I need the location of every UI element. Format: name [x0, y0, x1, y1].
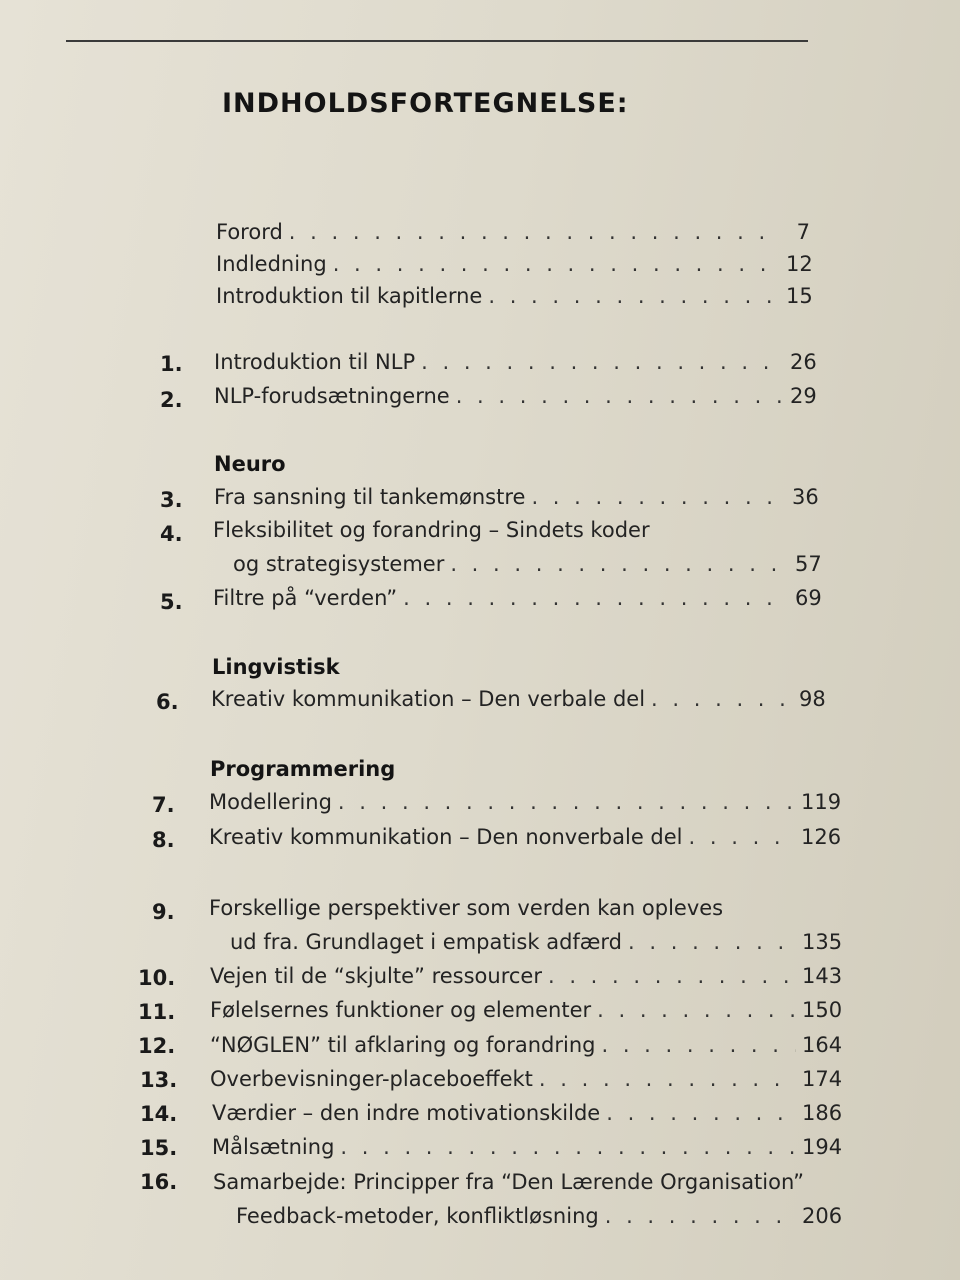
- chapter-number: 7.: [152, 793, 175, 817]
- chapter-number: 1.: [160, 352, 183, 376]
- section-heading-programmering: Programmering: [210, 757, 396, 781]
- toc-entry-label: “NØGLEN” til afklaring og forandring: [210, 1033, 596, 1057]
- leader-dots: [601, 1033, 796, 1057]
- toc-entry-chapter-8: [209, 825, 842, 849]
- leader-dots: [421, 350, 784, 374]
- toc-entry-chapter-12: [210, 1033, 843, 1057]
- toc-entry-chapter-1: [214, 350, 817, 374]
- leader-dots: [488, 284, 780, 308]
- leader-dots: [597, 998, 796, 1022]
- toc-entry-chapter-4-line1: Fleksibilitet og forandring – Sindets koder: [213, 518, 650, 542]
- toc-entry-introduktion-kapitler: [216, 284, 813, 308]
- chapter-number: 9.: [152, 900, 175, 924]
- chapter-number: 2.: [160, 388, 183, 412]
- chapter-number: 5.: [160, 590, 183, 614]
- chapter-number: 14.: [140, 1102, 178, 1126]
- leader-dots: [289, 220, 780, 244]
- toc-entry-label: Filtre på “verden”: [213, 586, 398, 610]
- toc-page-number: 36: [792, 485, 819, 509]
- chapter-number: 13.: [140, 1068, 178, 1092]
- toc-entry-label: Modellering: [209, 790, 332, 814]
- toc-page-number: 164: [802, 1033, 843, 1057]
- page-title: INDHOLDSFORTEGNELSE:: [222, 88, 629, 119]
- toc-entry-chapter-14: [212, 1101, 843, 1125]
- leader-dots: [340, 1135, 796, 1159]
- toc-entry-label: Forord: [216, 220, 283, 244]
- toc-page-number: 126: [801, 825, 842, 849]
- section-heading-neuro: Neuro: [214, 452, 286, 476]
- toc-entry-forord: [216, 220, 810, 244]
- toc-entry-chapter-16: [236, 1204, 843, 1228]
- leader-dots: [333, 252, 780, 276]
- chapter-number: 6.: [156, 690, 179, 714]
- chapter-number: 8.: [152, 828, 175, 852]
- chapter-number: 11.: [138, 1000, 176, 1024]
- toc-page-number: 69: [795, 586, 822, 610]
- toc-entry-label: Værdier – den indre motivationskilde: [212, 1101, 601, 1125]
- toc-entry-label: Introduktion til NLP: [214, 350, 416, 374]
- toc-entry-chapter-15: [212, 1135, 843, 1159]
- toc-page-number: 135: [802, 930, 843, 954]
- section-heading-lingvistisk: Lingvistisk: [212, 655, 340, 679]
- toc-entry-chapter-7: [209, 790, 842, 814]
- toc-page-number: 98: [799, 687, 826, 711]
- toc-entry-label: Målsætning: [212, 1135, 335, 1159]
- toc-page-number: 7: [796, 220, 810, 244]
- header-rule: [66, 40, 808, 42]
- toc-entry-chapter-5: [213, 586, 822, 610]
- toc-page-number: 186: [802, 1101, 843, 1125]
- toc-entry-chapter-3: [214, 485, 819, 509]
- toc-entry-label: Overbevisninger-placeboeffekt: [210, 1067, 533, 1091]
- toc-page-number: 119: [801, 790, 842, 814]
- leader-dots: [539, 1067, 796, 1091]
- toc-entry-chapter-4: [233, 552, 822, 576]
- toc-entry-chapter-9: [230, 930, 843, 954]
- toc-entry-chapter-6: [211, 687, 826, 711]
- leader-dots: [456, 384, 784, 408]
- toc-entry-label: ud fra. Grundlaget i empatisk adfærd: [230, 930, 623, 954]
- toc-entry-indledning: [216, 252, 813, 276]
- toc-entry-label: Feedback-metoder, konfliktløsning: [236, 1204, 599, 1228]
- toc-page-number: 15: [786, 284, 813, 308]
- chapter-number: 10.: [138, 966, 176, 990]
- chapter-number: 15.: [140, 1136, 178, 1160]
- toc-entry-label: og strategisystemer: [233, 552, 445, 576]
- leader-dots: [338, 790, 795, 814]
- leader-dots: [689, 825, 795, 849]
- chapter-number: 16.: [140, 1170, 178, 1194]
- leader-dots: [403, 586, 789, 610]
- chapter-number: 3.: [160, 488, 183, 512]
- leader-dots: [531, 485, 786, 509]
- toc-page-number: 12: [786, 252, 813, 276]
- toc-page-number: 57: [795, 552, 822, 576]
- toc-entry-chapter-13: [210, 1067, 843, 1091]
- leader-dots: [450, 552, 789, 576]
- leader-dots: [606, 1101, 796, 1125]
- toc-entry-label: Indledning: [216, 252, 327, 276]
- toc-entry-label: Vejen til de “skjulte” ressourcer: [210, 964, 542, 988]
- leader-dots: [651, 687, 793, 711]
- toc-entry-chapter-11: [210, 998, 843, 1022]
- leader-dots: [548, 964, 796, 988]
- toc-entry-chapter-2: [214, 384, 817, 408]
- toc-entry-label: Introduktion til kapitlerne: [216, 284, 483, 308]
- toc-entry-label: Følelsernes funktioner og elementer: [210, 998, 592, 1022]
- toc-page-number: 194: [802, 1135, 843, 1159]
- leader-dots: [628, 930, 796, 954]
- chapter-number: 4.: [160, 522, 183, 546]
- toc-entry-label: Kreativ kommunikation – Den nonverbale del: [209, 825, 683, 849]
- toc-entry-chapter-16-line1: Samarbejde: Principper fra “Den Lærende Organisation”: [213, 1170, 805, 1194]
- toc-entry-label: Fra sansning til tankemønstre: [214, 485, 526, 509]
- leader-dots: [605, 1204, 796, 1228]
- toc-page-number: 143: [802, 964, 843, 988]
- toc-page-number: 29: [790, 384, 817, 408]
- toc-entry-chapter-9-line1: Forskellige perspektiver som verden kan opleves: [209, 896, 724, 920]
- toc-entry-label: Kreativ kommunikation – Den verbale del: [211, 687, 646, 711]
- toc-entry-chapter-10: [210, 964, 843, 988]
- toc-page-number: 174: [802, 1067, 843, 1091]
- toc-entry-label: NLP-forudsætningerne: [214, 384, 450, 408]
- chapter-number: 12.: [138, 1034, 176, 1058]
- toc-page-number: 26: [790, 350, 817, 374]
- toc-page-number: 150: [802, 998, 843, 1022]
- toc-page-number: 206: [802, 1204, 843, 1228]
